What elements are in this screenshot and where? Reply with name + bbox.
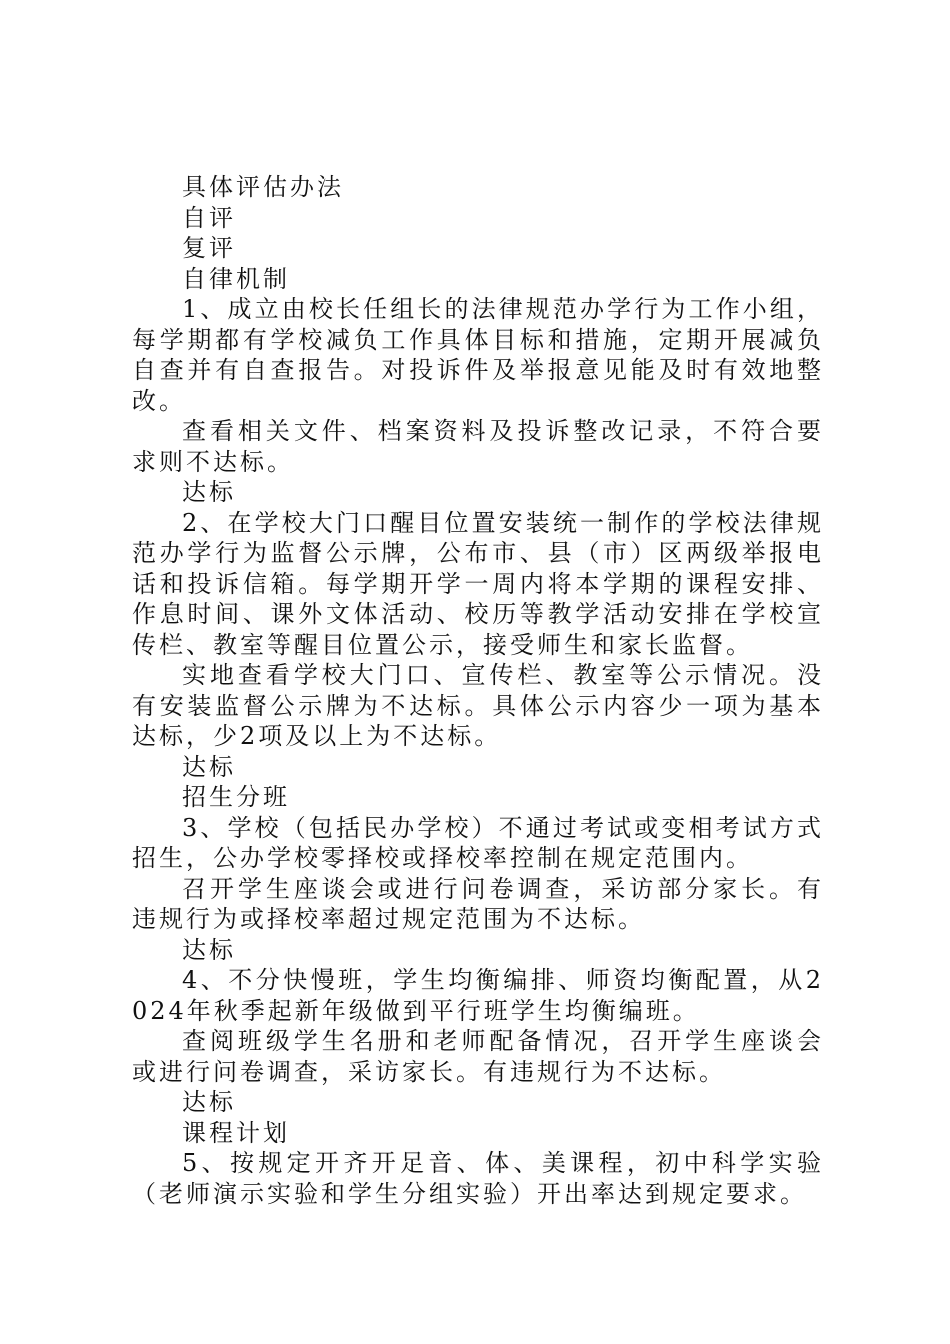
heading-re-evaluation: 复评 bbox=[182, 234, 236, 262]
item-2-result: 达标 bbox=[182, 752, 236, 781]
section-self-discipline: 自律机制 bbox=[182, 264, 290, 293]
item-4-result: 达标 bbox=[182, 1088, 236, 1116]
item-1-text: 1、成立由校长任组长的法律规范办学行为工作小组，每学期都有学校减负工作具体目标和措施，定期开展减负自查并有自查报告。对投诉件及举报意见能及时有效地整改。 bbox=[132, 295, 824, 415]
heading-self-evaluation: 自评 bbox=[182, 203, 236, 232]
section-enrollment: 招生分班 bbox=[182, 783, 290, 811]
item-5-text: 5、按规定开齐开足音、体、美课程，初中科学实验（老师演示实验和学生分组实验）开出率达到规定要求。 bbox=[132, 1149, 824, 1208]
section-curriculum: 课程计划 bbox=[182, 1118, 290, 1147]
item-1-result: 达标 bbox=[182, 478, 236, 506]
item-1-check-method: 查看相关文件、档案资料及投诉整改记录，不符合要求则不达标。 bbox=[132, 417, 824, 476]
document-body bbox=[132, 172, 824, 1209]
item-4-check-method: 查阅班级学生名册和老师配备情况，召开学生座谈会或进行问卷调查，采访家长。有违规行为不达标。 bbox=[132, 1027, 824, 1086]
item-4-text: 4、不分快慢班，学生均衡编排、师资均衡配置，从2024年秋季起新年级做到平行班学生均衡编班。 bbox=[132, 966, 824, 1025]
item-3-check-method: 召开学生座谈会或进行问卷调查，采访部分家长。有违规行为或择校率超过规定范围为不达标。 bbox=[132, 874, 824, 933]
item-2-check-method: 实地查看学校大门口、宣传栏、教室等公示情况。没有安装监督公示牌为不达标。具体公示内容少一项为基本达标，少2项及以上为不达标。 bbox=[132, 661, 824, 750]
item-3-result: 达标 bbox=[182, 935, 236, 964]
heading-evaluation-method: 具体评估办法 bbox=[182, 173, 344, 201]
item-3-text: 3、学校（包括民办学校）不通过考试或变相考试方式招生，公办学校零择校或择校率控制在规定范围内。 bbox=[132, 813, 824, 872]
item-2-text: 2、在学校大门口醒目位置安装统一制作的学校法律规范办学行为监督公示牌，公布市、县（市）区两级举报电话和投诉信箱。每学期开学一周内将本学期的课程安排、作息时间、课外文体活动、校历等教学活动安排在学校宣传栏、教室等醒目位置公示，接受师生和家长监督。 bbox=[132, 508, 824, 659]
